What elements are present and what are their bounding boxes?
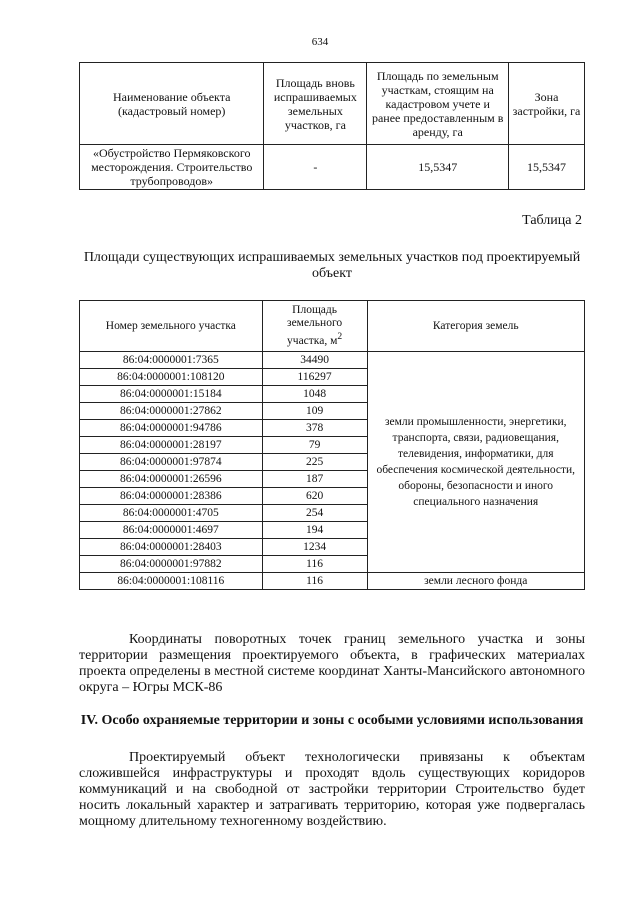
table-row — [80, 145, 585, 190]
table-header-row — [80, 63, 585, 145]
header-plot-area — [262, 301, 367, 352]
header-new-area: Площадь вновь испрашиваемых земельных участков, га — [264, 63, 367, 145]
build-zone-cell: 15,5347 — [509, 145, 585, 190]
plot-area-cell: 187 — [262, 471, 367, 488]
plot-number-cell: 86:04:0000001:97874 — [80, 454, 263, 471]
plot-area-cell: 378 — [262, 420, 367, 437]
object-name-cell: «Обустройство Пермяковского месторождения. Строительство трубопроводов» — [80, 145, 264, 190]
plot-area-cell: 194 — [262, 522, 367, 539]
plot-number-cell: 86:04:0000001:97882 — [80, 556, 263, 573]
header-plot-area-sup: 2 — [337, 331, 343, 343]
plot-area-cell: 34490 — [262, 352, 367, 369]
forest-category-cell: земли лесного фонда — [367, 573, 585, 590]
plot-area-cell: 254 — [262, 505, 367, 522]
plot-number-cell: 86:04:0000001:4697 — [80, 522, 263, 539]
plot-number-cell: 86:04:0000001:108120 — [80, 369, 263, 386]
page-number: 634 — [311, 36, 329, 48]
plot-number-cell: 86:04:0000001:28386 — [80, 488, 263, 505]
header-plot-area-text: Площадь земельного участка, м — [287, 304, 343, 347]
table-row — [80, 352, 585, 369]
plot-area-cell: 116 — [262, 556, 367, 573]
plot-number-cell: 86:04:0000001:26596 — [80, 471, 263, 488]
header-object-name: Наименование объекта (кадастровый номер) — [80, 63, 264, 145]
plot-number-cell: 86:04:0000001:94786 — [80, 420, 263, 437]
plot-area-cell: 225 — [262, 454, 367, 471]
plot-area-cell: 116 — [262, 573, 367, 590]
plot-area-cell: 620 — [262, 488, 367, 505]
plot-number-cell: 86:04:0000001:7365 — [80, 352, 263, 369]
header-land-category: Категория земель — [367, 301, 585, 352]
plot-area-cell: 1048 — [262, 386, 367, 403]
section-paragraph: Проектируемый объект технологически привязаны к объектам сложившейся инфраструктуры и проходят вдоль существующих коридоров коммуникаций и на свободной от застройки территории Строительство будет носить локальный характер и затрагивать территорию, которая уже подвергалась мощному длительному техногенному воздействию. — [79, 750, 585, 829]
plot-number-cell: 86:04:0000001:27862 — [80, 403, 263, 420]
land-plots-table — [79, 300, 585, 590]
coordinates-paragraph: Координаты поворотных точек границ земельного участка и зоны территории размещения проектируемого объекта, в графических материалах проекта определены в местной системе координат Ханты-Мансийского автономного округа – Югры МСК-86 — [79, 632, 585, 695]
new-area-cell: - — [264, 145, 367, 190]
registered-area-cell: 15,5347 — [367, 145, 509, 190]
land-category-cell: земли промышленности, энергетики, транспорта, связи, радиовещания, телевидения, информатики, для обеспечения космической деятельности, обороны, безопасности и иного специального назначения — [367, 352, 585, 573]
plot-number-cell: 86:04:0000001:28197 — [80, 437, 263, 454]
header-build-zone: Зона застройки, га — [509, 63, 585, 145]
plot-area-cell: 109 — [262, 403, 367, 420]
table-header-row — [80, 301, 585, 352]
header-registered-area: Площадь по земельным участкам, стоящим на кадастровом учете и ранее предоставленным в аренду, га — [367, 63, 509, 145]
table-row — [80, 573, 585, 590]
table-title: Площади существующих испрашиваемых земельных участков под проектируемый объект — [83, 250, 581, 281]
plot-number-cell: 86:04:0000001:15184 — [80, 386, 263, 403]
plot-number-cell: 86:04:0000001:4705 — [80, 505, 263, 522]
plot-area-cell: 1234 — [262, 539, 367, 556]
objects-area-table — [79, 62, 585, 190]
plot-area-cell: 116297 — [262, 369, 367, 386]
header-plot-number: Номер земельного участка — [80, 301, 263, 352]
section-heading: IV. Особо охраняемые территории и зоны с особыми условиями использования — [80, 713, 584, 728]
plot-area-cell: 79 — [262, 437, 367, 454]
plot-number-cell: 86:04:0000001:28403 — [80, 539, 263, 556]
plot-number-cell: 86:04:0000001:108116 — [80, 573, 263, 590]
table-label: Таблица 2 — [522, 213, 582, 228]
